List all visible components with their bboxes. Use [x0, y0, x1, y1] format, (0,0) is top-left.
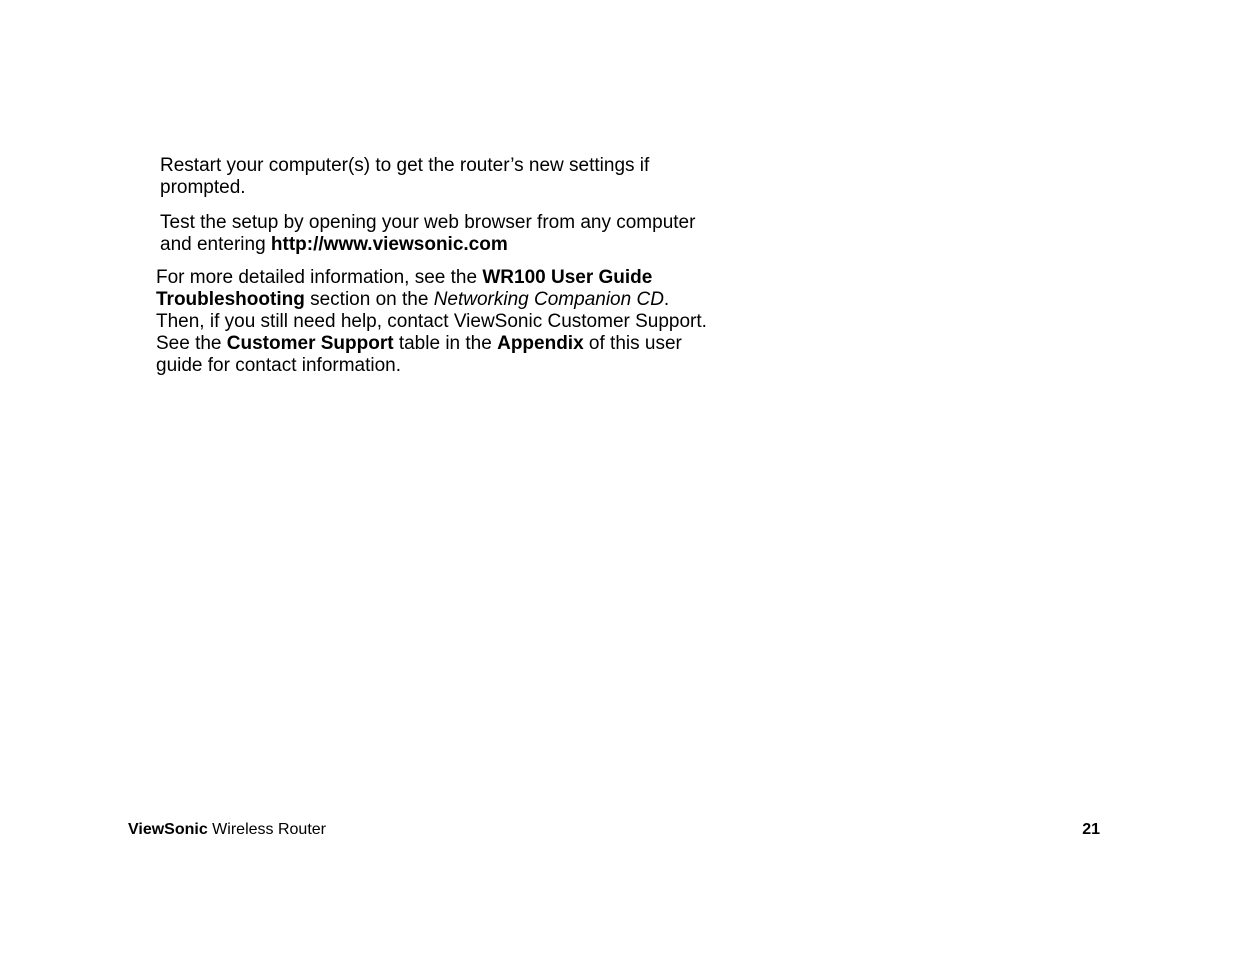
- more-info-text-1: For more detailed information, see the: [156, 267, 483, 288]
- test-step-paragraph: [160, 212, 720, 256]
- more-info-text-2: section on the: [304, 289, 434, 310]
- more-info-text-4: table in the: [393, 333, 498, 354]
- user-guide-reference: WR100 User Guide Troubleshooting: [156, 267, 653, 310]
- footer-brand: ViewSonic: [128, 821, 208, 838]
- more-info-paragraph: [156, 267, 716, 377]
- page-number: 21: [1082, 821, 1100, 838]
- customer-support-reference: Customer Support: [226, 333, 394, 354]
- viewsonic-url: http://www.viewsonic.com: [270, 234, 508, 255]
- test-step-text: Test the setup by opening your web browser from any computer and entering: [160, 212, 696, 255]
- footer-title: [128, 820, 326, 840]
- companion-cd-reference: Networking Companion CD: [433, 289, 664, 310]
- appendix-reference: Appendix: [497, 333, 584, 354]
- more-info-text-3: . Then, if you still need help, contact ViewSonic Customer Support. See the: [156, 289, 707, 354]
- footer-product: Wireless Router: [207, 821, 326, 838]
- restart-step-text: Restart your computer(s) to get the router’s new settings if prompted.: [160, 155, 650, 198]
- more-info-text-5: of this user guide for contact information.: [156, 333, 682, 376]
